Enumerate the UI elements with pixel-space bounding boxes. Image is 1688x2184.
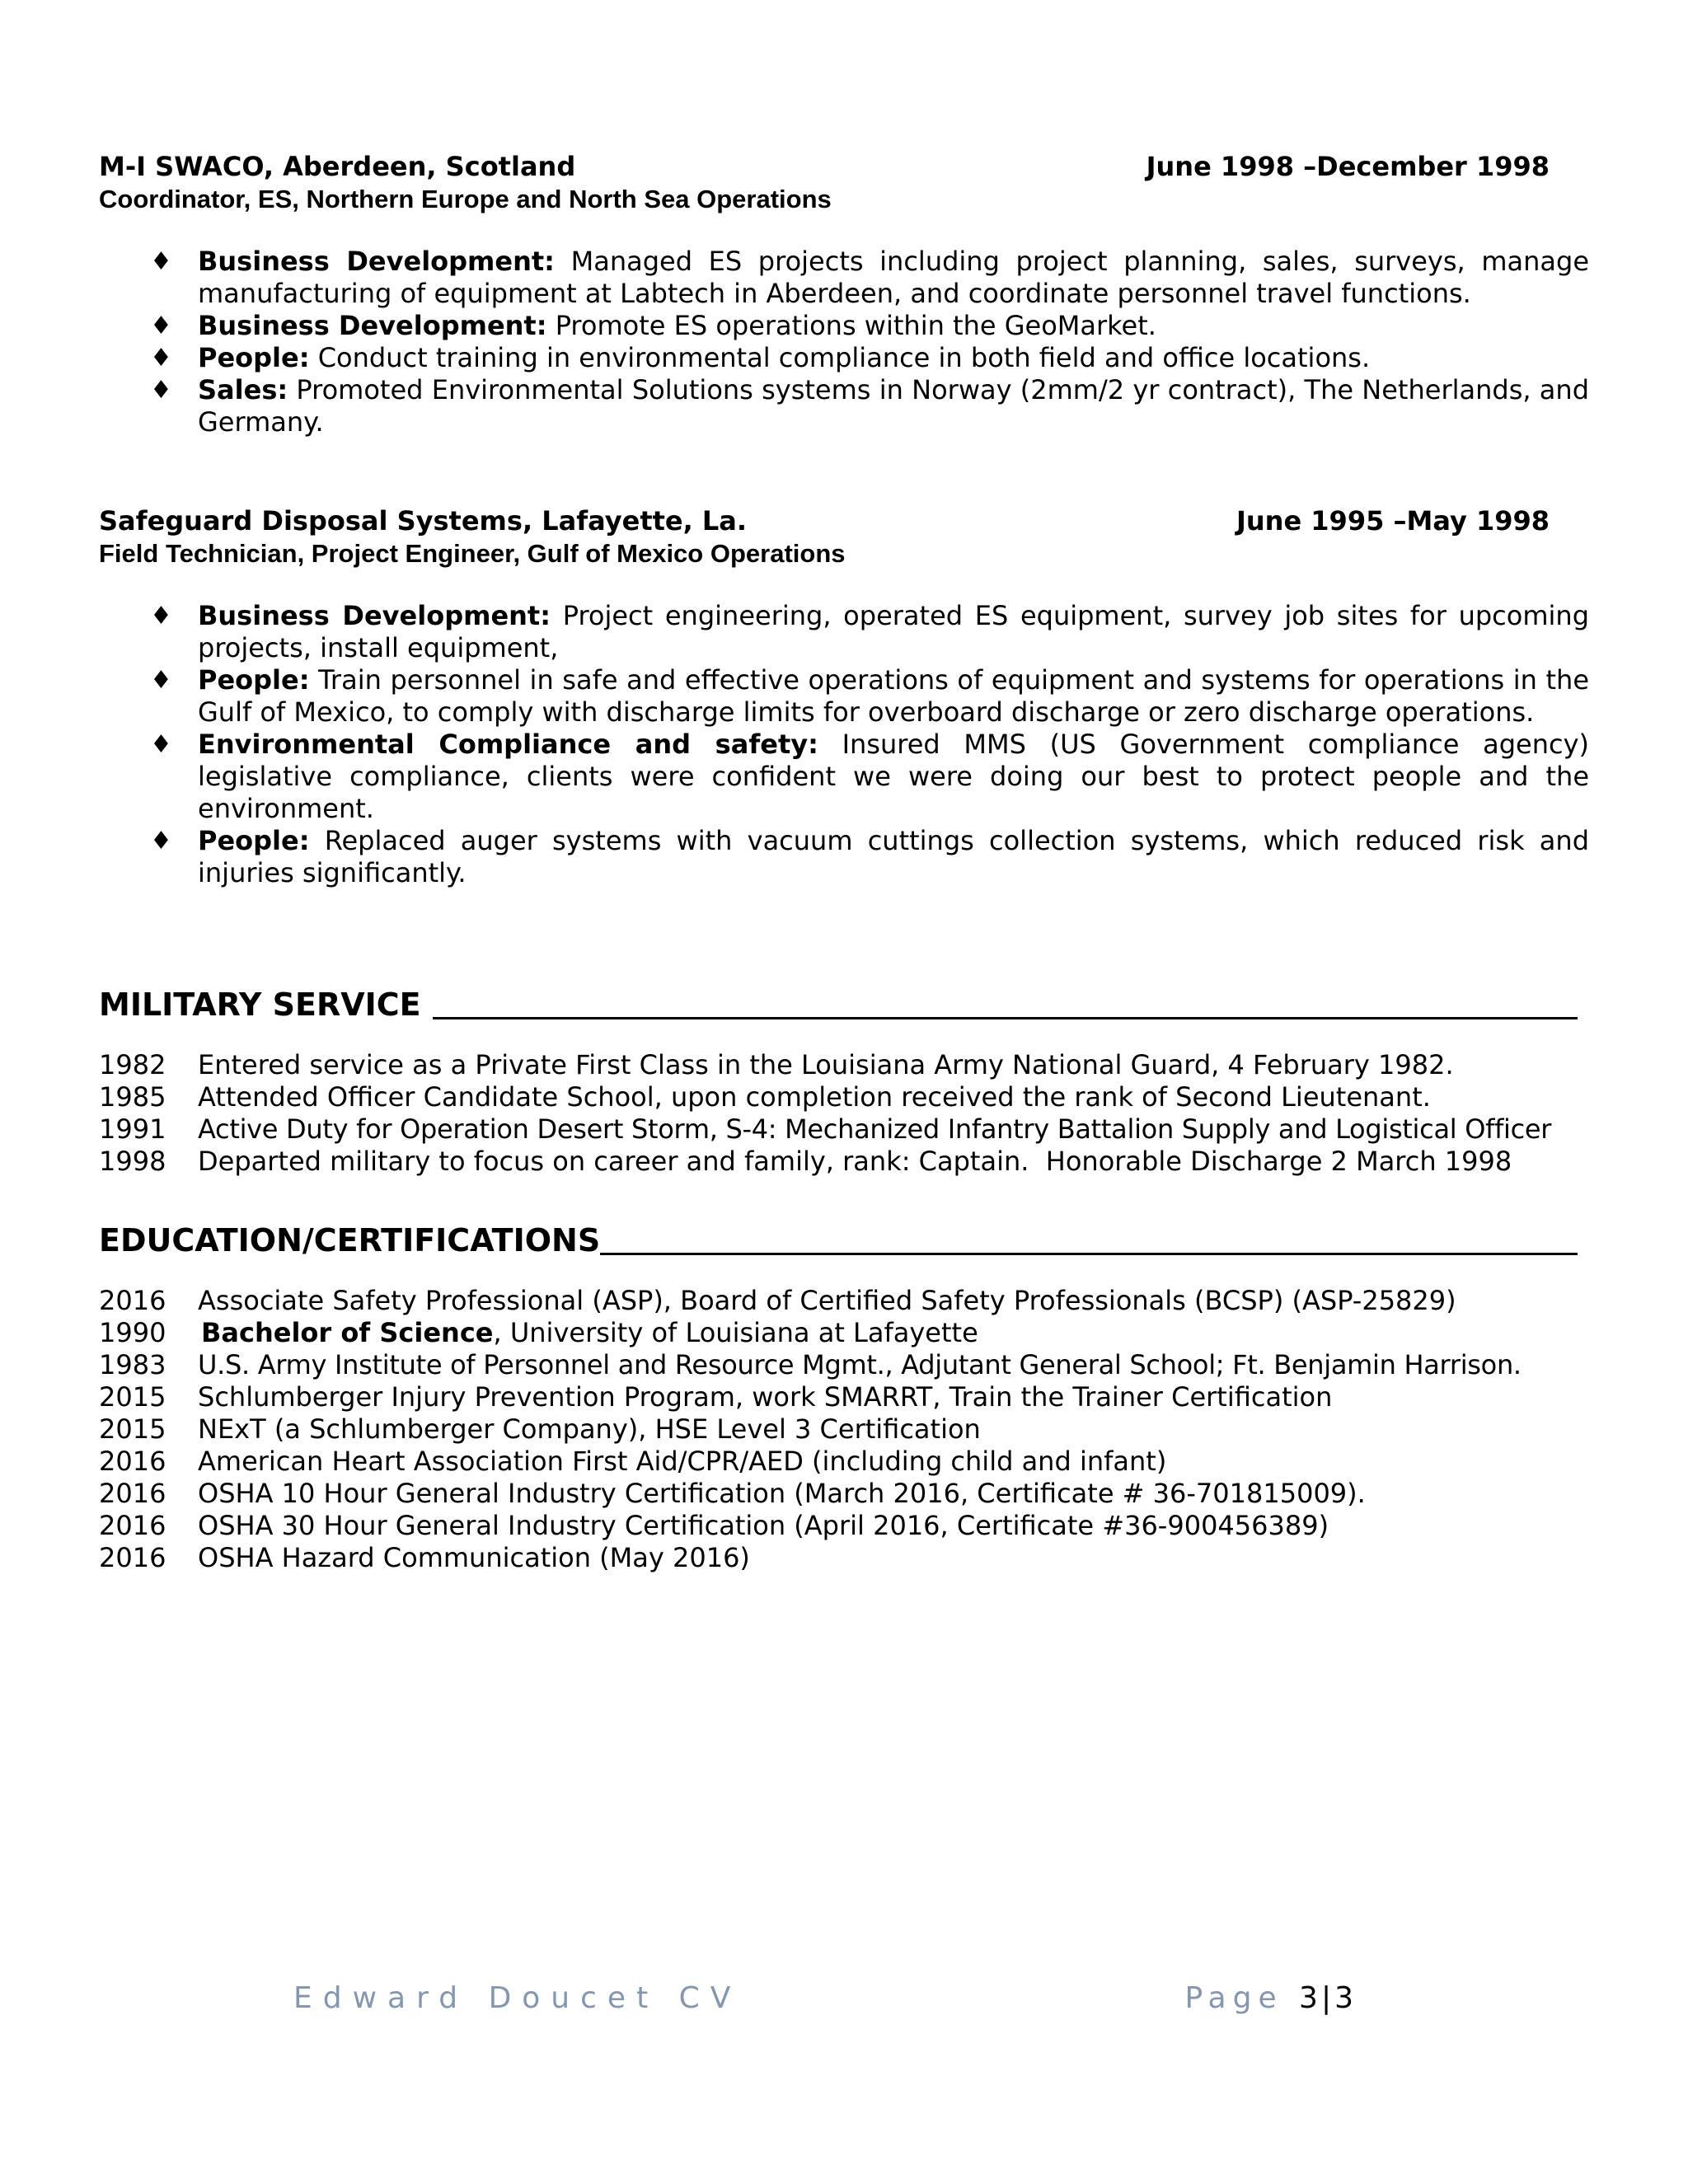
entry-bold: Bachelor of Science [201, 1317, 494, 1348]
bullet-item [99, 729, 1589, 825]
diamond-bullet-icon: ♦ [150, 344, 172, 373]
footer-page-indicator [1184, 1981, 1357, 2015]
list-item [99, 1413, 1589, 1446]
diamond-bullet-icon: ♦ [150, 247, 172, 276]
list-item [99, 1510, 1589, 1542]
job-header [99, 504, 1550, 537]
military-entries [99, 1049, 1589, 1178]
footer-page-separator: | [1320, 1981, 1335, 2015]
footer-page-label: Page [1184, 1981, 1283, 2015]
list-item [99, 1113, 1589, 1146]
bullet-label: Business Development: [198, 600, 551, 631]
bullet-text: Managed ES projects including project planning, sales, surveys, manage manufacturing of equipment at Labtech in Aberdeen, and coordinate personnel travel functions. [198, 246, 1589, 309]
list-item [99, 1381, 1589, 1413]
entry-detail: OSHA Hazard Communication (May 2016) [198, 1542, 750, 1573]
bullet-text: Insured MMS (US Government compliance agency) legislative compliance, clients were confident we were doing our best to protect people and the environment. [198, 729, 1589, 824]
entry-year: 2016 [99, 1478, 166, 1509]
bullet-item [99, 374, 1589, 438]
list-item [99, 1317, 1589, 1349]
section-title: MILITARY SERVICE [99, 987, 421, 1023]
bullet-text: Train personnel in safe and effective operations of equipment and systems for operations in the Gulf of Mexico, to comply with discharge limits for overboard discharge or zero discharge operations. [198, 664, 1589, 728]
list-item [99, 1081, 1589, 1113]
bullet-item [99, 825, 1589, 889]
section-heading [99, 985, 1578, 1024]
list-item [99, 1446, 1589, 1478]
job-entry [99, 150, 1589, 438]
bullet-label: People: [198, 664, 310, 696]
job-bullets [99, 600, 1589, 889]
entry-year: 1982 [99, 1049, 166, 1080]
entry-year: 1983 [99, 1349, 166, 1380]
bullet-label: Business Development: [198, 246, 555, 277]
job-company: M-I SWACO, Aberdeen, Scotland [99, 151, 576, 182]
bullet-item [99, 342, 1589, 374]
entry-text [198, 1413, 981, 1446]
bullet-label: Environmental Compliance and safety: [198, 729, 818, 760]
entry-detail: American Heart Association First Aid/CPR/AED (including child and infant) [198, 1446, 1167, 1477]
heading-underline [433, 1017, 1578, 1019]
entry-text: Attended Officer Candidate School, upon completion received the rank of Second Lieutenant. [198, 1081, 1431, 1113]
job-header [99, 150, 1550, 183]
job-dates: June 1995 –May 1998 [1236, 505, 1550, 537]
entry-year: 1998 [99, 1146, 166, 1177]
entry-text [198, 1381, 1332, 1413]
bullet-text: Conduct training in environmental compliance in both field and office locations. [309, 342, 1371, 373]
entry-detail: U.S. Army Institute of Personnel and Resource Mgmt., Adjutant General School; Ft. Benjamin Harrison. [198, 1349, 1522, 1380]
bullet-item [99, 600, 1589, 664]
job-entry [99, 504, 1589, 889]
entry-year: 2016 [99, 1542, 166, 1573]
diamond-bullet-icon: ♦ [150, 376, 172, 405]
bullet-label: People: [198, 825, 310, 856]
diamond-bullet-icon: ♦ [150, 730, 172, 759]
entry-text [198, 1446, 1166, 1478]
section-heading [99, 1221, 1578, 1260]
bullet-text: Promote ES operations within the GeoMarket. [546, 310, 1156, 341]
resume-page [99, 150, 1589, 1574]
bullet-text: Replaced auger systems with vacuum cuttings collection systems, which reduced risk and injuries significantly. [198, 825, 1589, 888]
list-item [99, 1285, 1589, 1317]
entry-text [198, 1478, 1366, 1510]
entry-text: Active Duty for Operation Desert Storm, S-4: Mechanized Infantry Battalion Supply and Logistical Officer [198, 1113, 1552, 1145]
entry-detail: OSHA 10 Hour General Industry Certification (March 2016, Certificate # 36-701815009). [198, 1478, 1366, 1509]
entry-detail: OSHA 30 Hour General Industry Certification (April 2016, Certificate #36-900456389) [198, 1510, 1329, 1541]
job-bullets [99, 246, 1589, 438]
entry-year: 1985 [99, 1081, 166, 1113]
bullet-item [99, 246, 1589, 310]
footer-page-number: 3 [1299, 1981, 1321, 2015]
entry-text [198, 1349, 1522, 1381]
entry-text [198, 1285, 1456, 1317]
job-title: Coordinator, ES, Northern Europe and North Sea Operations [99, 185, 832, 213]
education-entries [99, 1285, 1589, 1574]
entry-detail: Associate Safety Professional (ASP), Board of Certified Safety Professionals (BCSP) (ASP-25829) [198, 1285, 1456, 1316]
footer-document-name: Edward Doucet CV [293, 1981, 742, 2015]
list-item [99, 1146, 1589, 1178]
job-dates: June 1998 –December 1998 [1146, 151, 1550, 182]
job-title: Field Technician, Project Engineer, Gulf of Mexico Operations [99, 539, 846, 568]
bullet-text: Promoted Environmental Solutions systems in Norway (2mm/2 yr contract), The Netherlands, and Germany. [198, 374, 1589, 438]
page-footer [293, 1981, 1357, 2015]
entry-year: 1991 [99, 1113, 166, 1145]
list-item [99, 1478, 1589, 1510]
bullet-label: Sales: [198, 374, 288, 405]
entry-year: 2016 [99, 1446, 166, 1477]
diamond-bullet-icon: ♦ [150, 827, 172, 855]
bullet-label: Business Development: [198, 310, 547, 341]
entry-text [198, 1317, 978, 1349]
entry-year: 2015 [99, 1381, 166, 1413]
section-title: EDUCATION/CERTIFICATIONS [99, 1222, 601, 1258]
diamond-bullet-icon: ♦ [150, 602, 172, 630]
military-section [99, 985, 1589, 1178]
entry-text: Departed military to focus on career and family, rank: Captain. Honorable Discharge 2 March 1998 [198, 1146, 1512, 1177]
entry-year: 2015 [99, 1413, 166, 1445]
list-item [99, 1049, 1589, 1081]
entry-detail: Schlumberger Injury Prevention Program, work SMARRT, Train the Trainer Certification [198, 1381, 1333, 1413]
list-item [99, 1542, 1589, 1574]
diamond-bullet-icon: ♦ [150, 666, 172, 695]
job-company: Safeguard Disposal Systems, Lafayette, La. [99, 505, 748, 537]
bullet-item [99, 664, 1589, 729]
heading-underline [600, 1253, 1578, 1255]
entry-text [198, 1542, 750, 1574]
entry-year: 2016 [99, 1510, 166, 1541]
bullet-item [99, 310, 1589, 342]
footer-page-total: 3 [1334, 1981, 1357, 2015]
bullet-label: People: [198, 342, 310, 373]
entry-year: 2016 [99, 1285, 166, 1316]
bullet-text: Project engineering, operated ES equipment, survey job sites for upcoming projects, install equipment, [198, 600, 1590, 663]
entry-detail: NExT (a Schlumberger Company), HSE Level 3 Certification [198, 1413, 981, 1445]
education-section [99, 1221, 1589, 1574]
list-item [99, 1349, 1589, 1381]
entry-text [198, 1510, 1329, 1542]
entry-year: 1990 [99, 1317, 166, 1348]
diamond-bullet-icon: ♦ [150, 312, 172, 340]
entry-text: Entered service as a Private First Class in the Louisiana Army National Guard, 4 February 1982. [198, 1049, 1454, 1080]
entry-detail: , University of Louisiana at Lafayette [493, 1317, 978, 1348]
